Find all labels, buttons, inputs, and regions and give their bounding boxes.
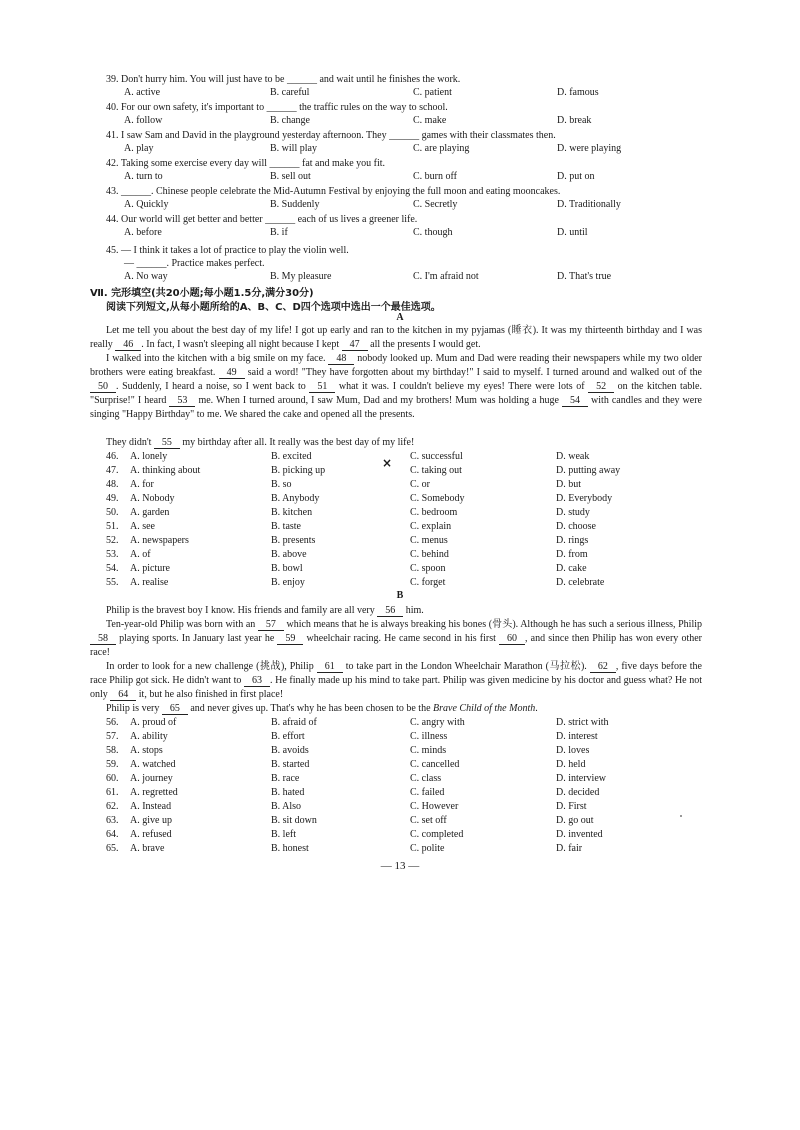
option-b: B. change xyxy=(270,115,310,126)
option-a: A. regretted xyxy=(130,787,178,798)
option-row xyxy=(106,492,686,505)
passage-text: Philip is the bravest boy I know. His friends and family are all very xyxy=(106,605,378,616)
option-c: C. burn off xyxy=(413,171,457,182)
option-number: 50. xyxy=(106,507,119,518)
option-a: A. follow xyxy=(124,115,163,126)
option-c: C. angry with xyxy=(410,717,465,728)
option-c: C. polite xyxy=(410,843,445,854)
option-number: 57. xyxy=(106,731,119,742)
option-a: A. brave xyxy=(130,843,165,854)
question-options xyxy=(124,170,684,183)
blank-48: 48 xyxy=(328,353,354,365)
option-c: C. cancelled xyxy=(410,759,460,770)
option-a: A. proud of xyxy=(130,717,177,728)
option-b: B. left xyxy=(271,829,296,840)
blank-49: 49 xyxy=(219,367,245,379)
passage-text: my birthday after all. It really was the best day of my life! xyxy=(179,437,415,448)
option-c: C. make xyxy=(413,115,447,126)
option-c: C. forget xyxy=(410,577,446,588)
question-options xyxy=(124,226,684,239)
option-d: D. invented xyxy=(556,829,603,840)
option-number: 58. xyxy=(106,745,119,756)
question-stem: 40. For our own safety, it's important to ______ the traffic rules on the way to school. xyxy=(106,102,448,113)
passage-text: playing sports. In January last year he xyxy=(116,633,278,644)
option-number: 59. xyxy=(106,759,119,770)
option-d: D. held xyxy=(556,759,586,770)
option-c: C. illness xyxy=(410,731,448,742)
option-b: B. so xyxy=(271,479,292,490)
passage-paragraph xyxy=(90,660,702,702)
question-options xyxy=(124,86,684,99)
option-number: 56. xyxy=(106,717,119,728)
passage-text: to take part in the London Wheelchair Marathon (马拉松). xyxy=(342,661,590,672)
option-b: B. presents xyxy=(271,535,316,546)
blank-54: 54 xyxy=(562,395,588,407)
option-a: A. lonely xyxy=(130,451,168,462)
passage-text: all the presents I would get. xyxy=(367,339,481,350)
option-b: B. started xyxy=(271,759,310,770)
passage-b-label: B xyxy=(396,590,404,601)
passage-text: , and since then Philip has won every other race! xyxy=(90,633,702,658)
blank-65: 65 xyxy=(162,703,188,715)
blank-59: 59 xyxy=(277,633,303,645)
passage-a-label: A xyxy=(396,312,404,323)
option-row xyxy=(106,464,686,477)
option-d: D. rings xyxy=(556,535,589,546)
option-c: C. completed xyxy=(410,829,464,840)
option-a: A. play xyxy=(124,143,154,154)
option-c: C. failed xyxy=(410,787,445,798)
option-c: C. taking out xyxy=(410,465,462,476)
option-row xyxy=(106,828,686,841)
blank-52: 52 xyxy=(588,381,614,393)
passage-text: , five days before the race Philip got sick. He didn't want to xyxy=(90,661,702,686)
passage-text: it, but he also finished in first place! xyxy=(136,689,284,700)
option-c: C. patient xyxy=(413,87,452,98)
option-b: B. picking up xyxy=(271,465,326,476)
option-b: B. Also xyxy=(271,801,302,812)
option-d: D. Everybody xyxy=(556,493,613,504)
option-d: D. break xyxy=(557,115,592,126)
option-c: C. menus xyxy=(410,535,448,546)
option-b: B. hated xyxy=(271,787,305,798)
option-a: A. No way xyxy=(124,271,168,282)
passage-text: They didn't xyxy=(106,437,154,448)
option-c: C. behind xyxy=(410,549,449,560)
question-45-reply: — ______. Practice makes perfect. xyxy=(124,258,265,269)
option-d: D. study xyxy=(556,507,590,518)
option-d: D. First xyxy=(556,801,587,812)
section-instruction: 阅读下列短文,从每小题所给的A、B、C、D四个选项中选出一个最佳选项。 xyxy=(106,302,441,313)
option-number: 53. xyxy=(106,549,119,560)
question-stem: 41. I saw Sam and David in the playground yesterday afternoon. They ______ games with their classmates then. xyxy=(106,130,556,141)
option-d: D. putting away xyxy=(556,465,621,476)
option-d: D. fair xyxy=(556,843,583,854)
option-a: A. newspapers xyxy=(130,535,189,546)
blank-53: 53 xyxy=(169,395,195,407)
option-c: C. minds xyxy=(410,745,447,756)
option-row xyxy=(106,478,686,491)
option-d: D. That's true xyxy=(557,271,612,282)
question-45-options xyxy=(124,270,684,283)
option-a: A. garden xyxy=(130,507,170,518)
option-d: D. but xyxy=(556,479,581,490)
option-b: B. kitchen xyxy=(271,507,313,518)
option-d: D. loves xyxy=(556,745,590,756)
option-c: C. Somebody xyxy=(410,493,465,504)
option-b: B. afraid of xyxy=(271,717,317,728)
passage-text: Let me tell you about the best day of my life! I got up early and ran to the kitchen in my pyjamas (睡衣). It was my thirteenth birthday and I was really xyxy=(90,325,702,350)
passage-text: said a word! "They have forgotten about my birthday!" I said to myself. I turned around and walked out of the xyxy=(244,367,702,378)
option-a: A. refused xyxy=(130,829,172,840)
passage-paragraph xyxy=(90,436,702,450)
option-c: C. are playing xyxy=(413,143,470,154)
option-d: D. choose xyxy=(556,521,596,532)
option-a: A. for xyxy=(130,479,154,490)
option-c: C. However xyxy=(410,801,459,812)
option-b: B. if xyxy=(270,227,288,238)
passage-text: me. When I turned around, I saw Mum, Dad and my brothers! Mum was holding a huge xyxy=(195,395,563,406)
option-d: D. cake xyxy=(556,563,587,574)
option-number: 49. xyxy=(106,493,119,504)
award-title: Brave Child of the Month xyxy=(433,703,536,714)
option-row xyxy=(106,450,686,463)
option-a: A. see xyxy=(130,521,155,532)
blank-47: 47 xyxy=(342,339,368,351)
option-d: D. famous xyxy=(557,87,599,98)
option-a: A. watched xyxy=(130,759,176,770)
passage-text: In order to look for a new challenge (挑战), Philip xyxy=(106,661,317,672)
section-title: Ⅶ. 完形填空(共20小题;每小题1.5分,满分30分) xyxy=(90,288,314,299)
passage-text: wheelchair racing. He came second in his first xyxy=(303,633,500,644)
passage-text: and never gives up. That's why he has been chosen to be the xyxy=(187,703,434,714)
option-b: B. My pleasure xyxy=(270,271,332,282)
question-options xyxy=(124,142,684,155)
passage-text: Ten-year-old Philip was born with an xyxy=(106,619,258,630)
question-stem: 43. ______. Chinese people celebrate the Mid-Autumn Festival by enjoying the full moon and eating mooncakes. xyxy=(106,186,561,197)
blank-58: 58 xyxy=(90,633,116,645)
option-b: B. effort xyxy=(271,731,305,742)
option-a: A. of xyxy=(130,549,151,560)
option-b: B. sit down xyxy=(271,815,317,826)
option-d: D. interview xyxy=(556,773,606,784)
blank-60: 60 xyxy=(499,633,525,645)
option-c: C. explain xyxy=(410,521,452,532)
option-b: B. race xyxy=(271,773,300,784)
option-row xyxy=(106,786,686,799)
passage-text: . He finally made up his mind to take part. Philip was given medicine by his doctor and guess what? He not only xyxy=(90,675,702,700)
option-c: C. class xyxy=(410,773,442,784)
option-b: B. above xyxy=(271,549,307,560)
blank-61: 61 xyxy=(317,661,343,673)
option-a: A. journey xyxy=(130,773,173,784)
question-options xyxy=(124,198,684,211)
option-row xyxy=(106,576,686,589)
passage-text: with candles and they were singing "Happy Birthday" to me. We shared the cake and opened all the presents. xyxy=(90,395,702,420)
option-d: D. celebrate xyxy=(556,577,605,588)
blank-50: 50 xyxy=(90,381,116,393)
passage-text: . In fact, I wasn't sleeping all night because I kept xyxy=(141,339,342,350)
option-number: 60. xyxy=(106,773,119,784)
blank-57: 57 xyxy=(258,619,284,631)
option-a: A. Instead xyxy=(130,801,172,812)
scan-speck xyxy=(680,815,682,817)
option-c: C. spoon xyxy=(410,563,446,574)
blank-46: 46 xyxy=(115,339,141,351)
passage-text: what it was. I couldn't believe my eyes! There were lots of xyxy=(335,381,589,392)
option-a: A. thinking about xyxy=(130,465,201,476)
option-number: 61. xyxy=(106,787,119,798)
option-c: C. or xyxy=(410,479,430,490)
blank-63: 63 xyxy=(244,675,270,687)
option-d: D. interest xyxy=(556,731,598,742)
option-d: D. put on xyxy=(557,171,595,182)
option-d: D. from xyxy=(556,549,588,560)
page-number: — 13 — xyxy=(380,860,420,872)
option-b: B. Suddenly xyxy=(270,199,320,210)
passage-text: Philip is very xyxy=(106,703,162,714)
option-row xyxy=(106,562,686,575)
passage-paragraph xyxy=(90,604,702,618)
option-number: 65. xyxy=(106,843,119,854)
stray-mark: × xyxy=(382,456,393,470)
question-stem: 42. Taking some exercise every day will ______ fat and make you fit. xyxy=(106,158,386,169)
option-row xyxy=(106,758,686,771)
option-row xyxy=(106,814,686,827)
option-row xyxy=(106,520,686,533)
blank-55: 55 xyxy=(154,437,180,449)
option-a: A. Nobody xyxy=(130,493,175,504)
option-c: C. though xyxy=(413,227,453,238)
option-number: 63. xyxy=(106,815,119,826)
option-d: D. decided xyxy=(556,787,600,798)
passage-text: . xyxy=(535,703,538,714)
option-a: A. picture xyxy=(130,563,170,574)
option-b: B. honest xyxy=(271,843,309,854)
option-row xyxy=(106,842,686,855)
passage-paragraph xyxy=(90,618,702,660)
option-b: B. enjoy xyxy=(271,577,305,588)
option-row xyxy=(106,716,686,729)
question-45-stem: 45. — I think it takes a lot of practice to play the violin well. xyxy=(106,245,349,256)
option-d: D. go out xyxy=(556,815,594,826)
passage-paragraph xyxy=(90,324,702,352)
option-number: 64. xyxy=(106,829,119,840)
option-b: B. bowl xyxy=(271,563,303,574)
option-a: A. ability xyxy=(130,731,168,742)
option-d: D. until xyxy=(557,227,588,238)
option-number: 48. xyxy=(106,479,119,490)
option-row xyxy=(106,506,686,519)
option-a: A. turn to xyxy=(124,171,163,182)
option-number: 55. xyxy=(106,577,119,588)
option-number: 62. xyxy=(106,801,119,812)
option-row xyxy=(106,548,686,561)
option-d: D. Traditionally xyxy=(557,199,621,210)
option-number: 52. xyxy=(106,535,119,546)
passage-text: . Suddenly, I heard a noise, so I went back to xyxy=(116,381,310,392)
blank-51: 51 xyxy=(309,381,335,393)
passage-text: on the kitchen table. "Surprise!" I heard xyxy=(90,381,702,406)
option-number: 54. xyxy=(106,563,119,574)
option-c: C. successful xyxy=(410,451,463,462)
passage-text: nobody looked up. Mum and Dad were reading their newspapers while my two older brothers were eating breakfast. xyxy=(90,353,702,378)
option-row xyxy=(106,744,686,757)
option-d: D. strict with xyxy=(556,717,609,728)
option-b: B. excited xyxy=(271,451,312,462)
option-a: A. realise xyxy=(130,577,169,588)
option-number: 51. xyxy=(106,521,119,532)
passage-text: him. xyxy=(403,605,424,616)
option-a: A. active xyxy=(124,87,161,98)
option-a: A. stops xyxy=(130,745,163,756)
option-row xyxy=(106,772,686,785)
option-number: 47. xyxy=(106,465,119,476)
option-row xyxy=(106,800,686,813)
option-a: A. Quickly xyxy=(124,199,169,210)
option-c: C. I'm afraid not xyxy=(413,271,479,282)
option-c: C. bedroom xyxy=(410,507,458,518)
question-stem: 44. Our world will get better and better ______ each of us lives a greener life. xyxy=(106,214,418,225)
option-d: D. weak xyxy=(556,451,590,462)
option-b: B. avoids xyxy=(271,745,309,756)
passage-text: which means that he is always breaking his bones (骨头). Although he has such a serious illness, Philip xyxy=(283,619,702,630)
option-b: B. careful xyxy=(270,87,310,98)
option-b: B. Anybody xyxy=(271,493,320,504)
option-c: C. set off xyxy=(410,815,447,826)
option-b: B. will play xyxy=(270,143,317,154)
option-c: C. Secretly xyxy=(413,199,458,210)
option-d: D. were playing xyxy=(557,143,622,154)
passage-paragraph xyxy=(90,702,702,716)
option-row xyxy=(106,534,686,547)
option-b: B. sell out xyxy=(270,171,311,182)
question-options xyxy=(124,114,684,127)
passage-text: I walked into the kitchen with a big smile on my face. xyxy=(106,353,329,364)
option-row xyxy=(106,730,686,743)
option-number: 46. xyxy=(106,451,119,462)
option-a: A. before xyxy=(124,227,162,238)
blank-62: 62 xyxy=(590,661,616,673)
option-a: A. give up xyxy=(130,815,172,826)
question-stem: 39. Don't hurry him. You will just have to be ______ and wait until he finishes the work. xyxy=(106,74,461,85)
blank-56: 56 xyxy=(377,605,403,617)
blank-64: 64 xyxy=(110,689,136,701)
option-b: B. taste xyxy=(271,521,301,532)
passage-paragraph xyxy=(90,352,702,422)
